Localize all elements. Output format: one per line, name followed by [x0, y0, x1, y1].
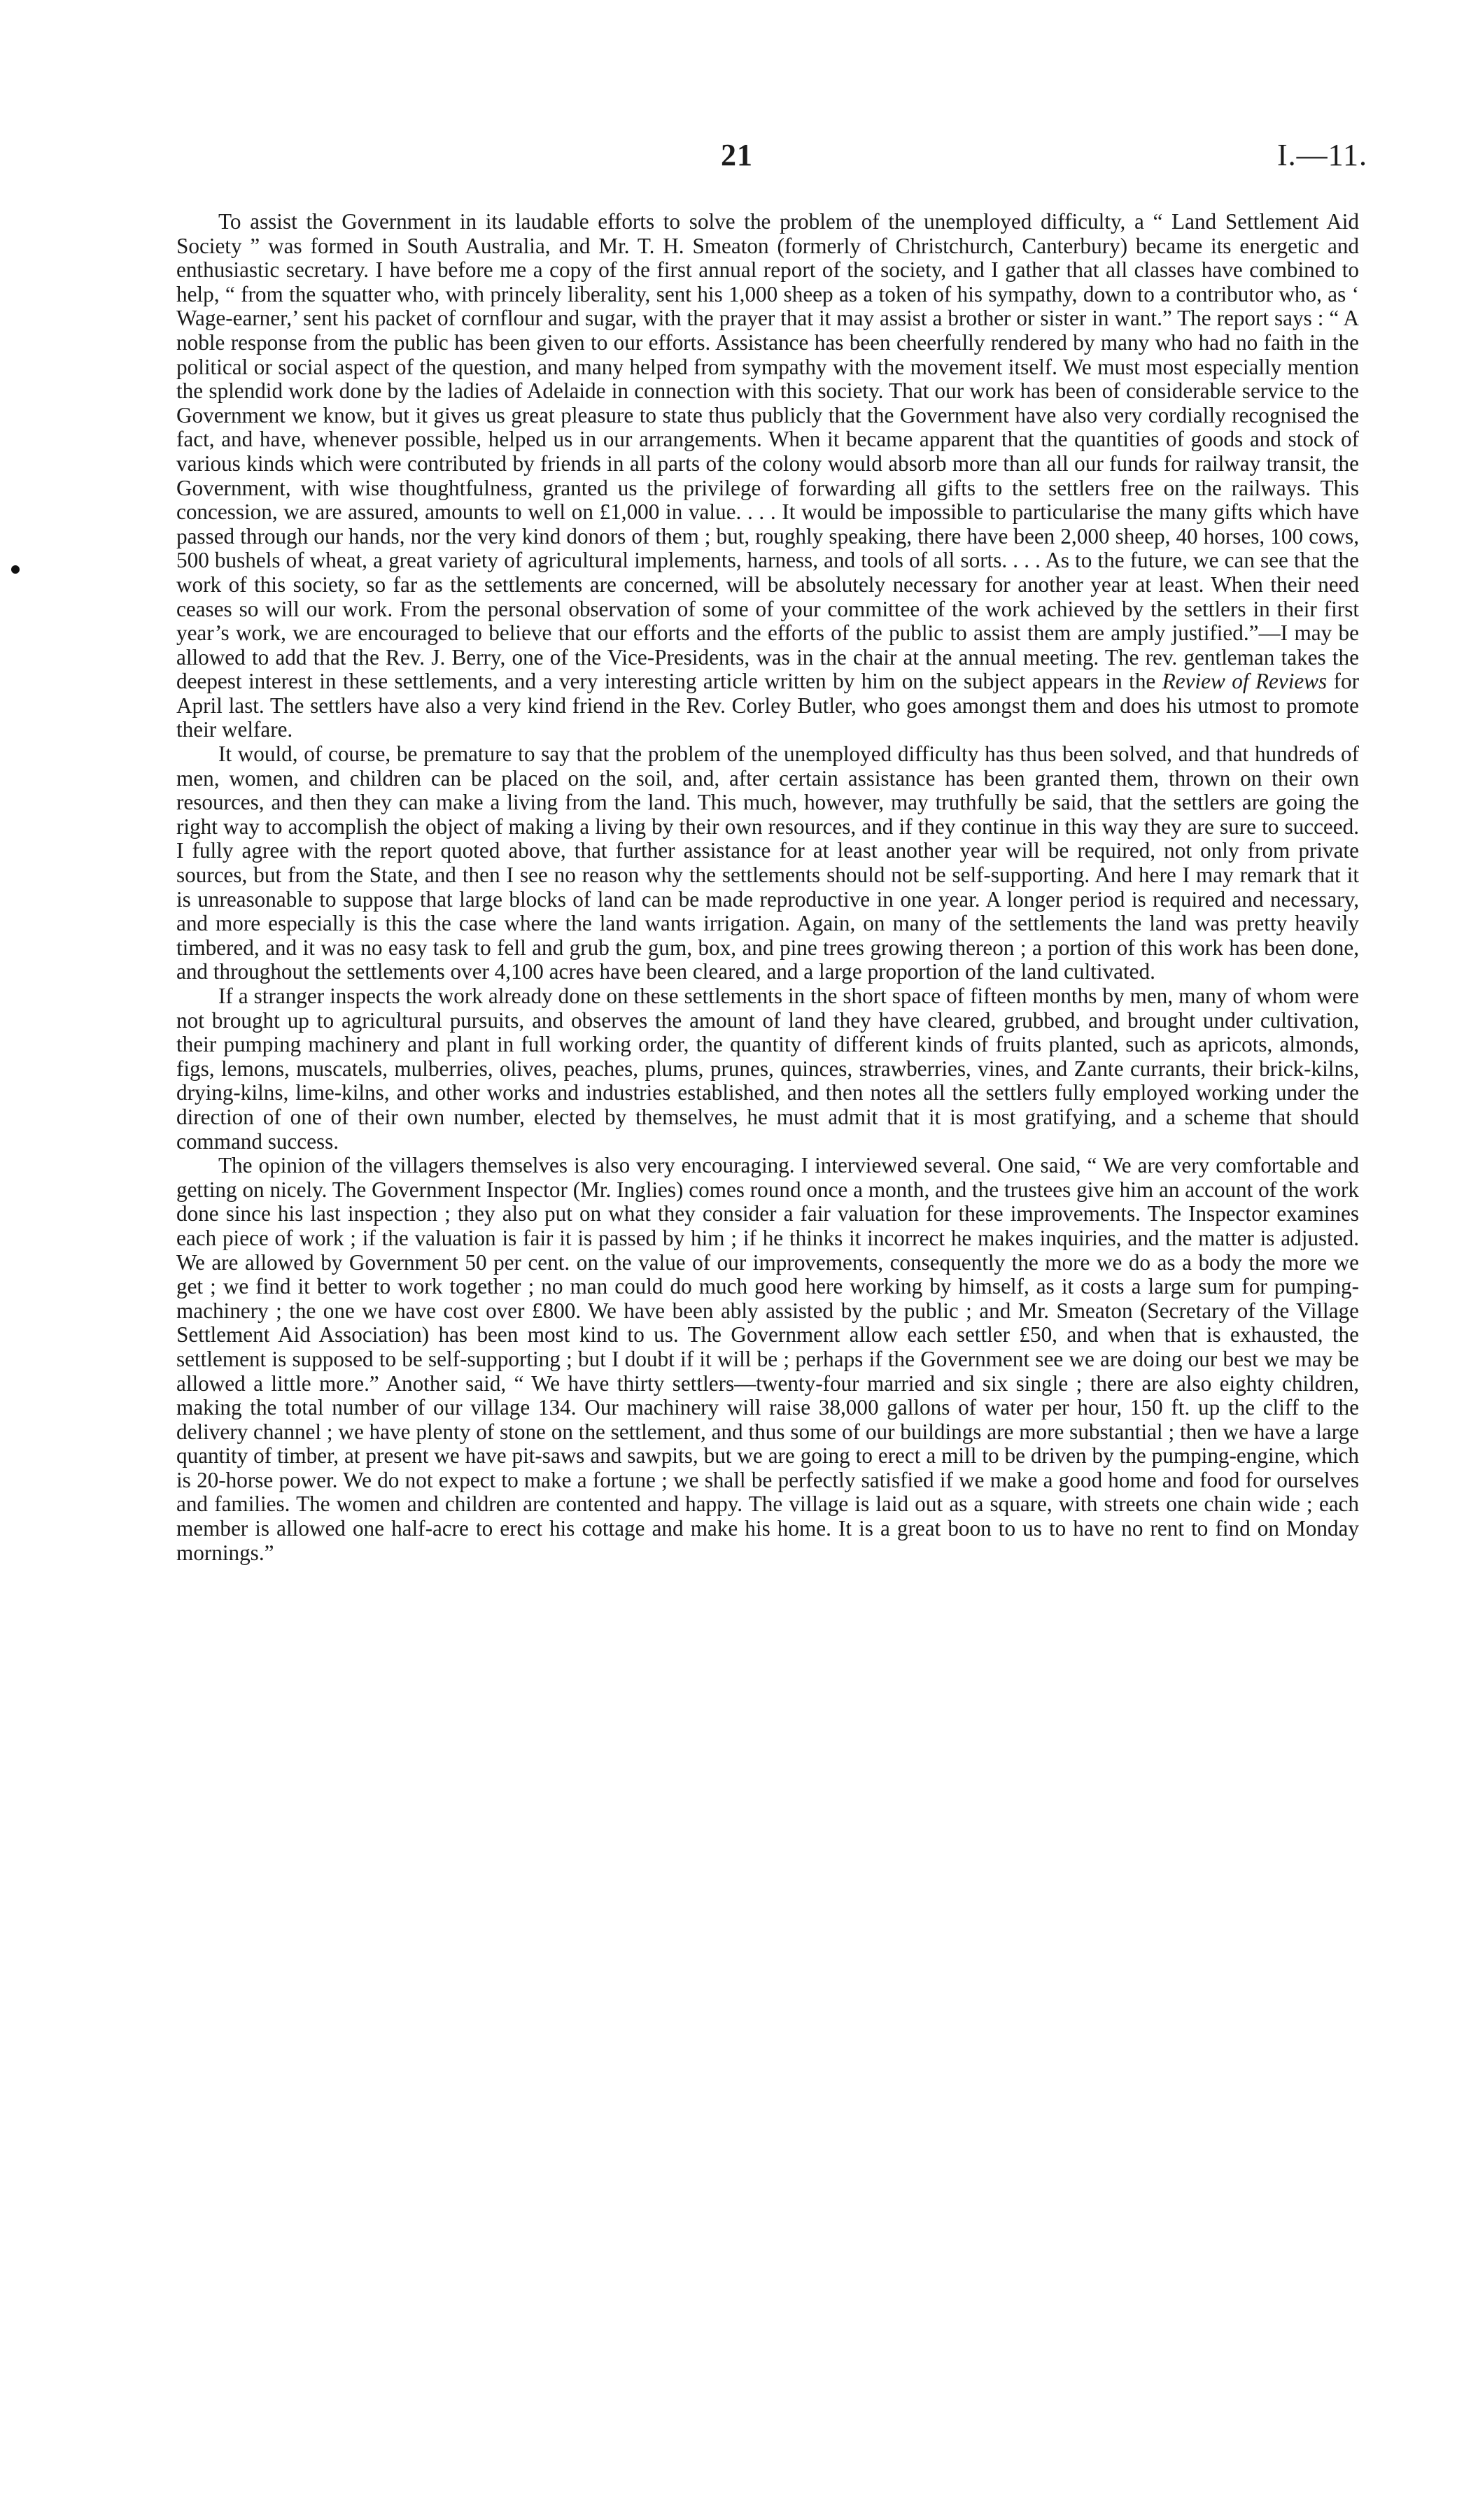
- page-header: [0, 137, 1471, 179]
- page-number: 21: [721, 138, 753, 172]
- paragraph-unemployed-problem: It would, of course, be premature to say that the problem of the unemployed difficulty has thus been solved, and that hundreds of men, women, and children can be placed on the soil, and, after certain assistance has been granted them, thrown on their own resources, and then they can make a living from the land. This much, however, may truthfully be said, that the settlers are going the right way to accomplish the object of making a living by their own resources, and if they continue in this way they are sure to succeed. I fully agree with the report quoted above, that further assistance for at least another year will be required, not only from private sources, but from the State, and then I see no reason why the settlements should not be self-supporting. And here I may remark that it is unreasonable to suppose that large blocks of land can be made reproductive in one year. A longer period is required and necessary, and more especially is this the case where the land wants irrigation. Again, on many of the settlements the land was pretty heavily timbered, and it was no easy task to fell and grub the gum, box, and pine trees growing thereon ; a portion of this work has been done, and throughout the settlements over 4,100 acres have been cleared, and a large proportion of the land cultivated.: [176, 742, 1359, 984]
- paragraph-land-settlement-aid-society: [176, 210, 1359, 742]
- paragraph-villagers-opinion: The opinion of the villagers themselves is also very encouraging. I interviewed several. One said, “ We are very comfortable and getting on nicely. The Government Inspector (Mr. Inglies) comes round once a month, and the trustees give him an account of the work done since his last inspection ; they also put on what they consider a fair valuation for these improvements. The Inspector examines each piece of work ; if the valuation is fair it is passed by him ; if he thinks it incorrect he makes inquiries, and the matter is adjusted. We are allowed by Government 50 per cent. on the value of our improvements, consequently the more we do as a body the more we get ; we find it better to work together ; no man could do much good here working by himself, as it costs a large sum for pumping-machinery ; the one we have cost over £800. We have been ably assisted by the public ; and Mr. Smeaton (Secretary of the Village Settlement Aid Association) has been most kind to us. The Government allow each settler £50, and when that is exhausted, the settlement is supposed to be self-supporting ; but I doubt if it will be ; perhaps if the Government see we are doing our best we may be allowed a little more.” Another said, “ We have thirty settlers—twenty-four married and six single ; there are also eighty children, making the total number of our village 134. Our machinery will raise 38,000 gallons of water per hour, 150 ft. up the cliff to the delivery channel ; we have plenty of stone on the settlement, and thus some of our buildings are more substantial ; then we have a large quantity of timber, at present we have pit-saws and sawpits, but we are going to erect a mill to be driven by the pumping-engine, which is 20-horse power. We do not expect to make a fortune ; we shall be perfectly satisfied if we make a good home and food for ourselves and families. The women and children are contented and happy. The village is laid out as a square, with streets one chain wide ; each member is allowed one half-acre to erect his cottage and make his home. It is a great boon to us to have no rent to find on Monday mornings.”: [176, 1153, 1359, 1565]
- paragraph-text: for April last. The settlers have also a very kind friend in the Rev. Corley Butler, who goes amongst them and does his utmost to promote their welfare.: [176, 669, 1359, 742]
- paragraph-stranger-inspection: If a stranger inspects the work already done on these settlements in the short space of fifteen months by men, many of whom were not brought up to agricultural pursuits, and observes the amount of land they have cleared, grubbed, and brought under cultivation, their pumping machinery and plant in full working order, the quantity of different kinds of fruits planted, such as apricots, almonds, figs, lemons, muscatels, mulberries, olives, peaches, plums, prunes, quinces, strawberries, vines, and Zante currants, their brick-kilns, drying-kilns, lime-kilns, and other works and industries established, and then notes all the settlers fully employed working under the direction of one of their own number, elected by themselves, he must admit that it is most gratifying, and a scheme that should command success.: [176, 984, 1359, 1154]
- document-body: [176, 210, 1359, 1565]
- paper-reference: I.—11.: [1276, 138, 1367, 172]
- margin-dot-mark: [11, 565, 20, 574]
- publication-title: Review of Reviews: [1162, 669, 1328, 694]
- paragraph-text: To assist the Government in its laudable efforts to solve the problem of the unemployed difficulty, a “ Land Settlement Aid Society ” was formed in South Australia, and Mr. T. H. Smeaton (formerly of Christchurch, Canterbury) became its energetic and enthusiastic secretary. I have before me a copy of the first annual report of the society, and I gather that all classes have combined to help, “ from the squatter who, with princely liberality, sent his 1,000 sheep as a token of his sympathy, down to a contributor who, as ‘ Wage-earner,’ sent his packet of cornflour and sugar, with the prayer that it may assist a brother or sister in want.” The report says : “ A noble response from the public has been given to our efforts. Assistance has been cheerfully rendered by many who had no faith in the political or social aspect of the question, and many helped from sympathy with the movement itself. We must most especially mention the splendid work done by the ladies of Adelaide in connection with this society. That our work has been of considerable service to the Government we know, but it gives us great pleasure to state thus publicly that the Government have also very cordially recognised the fact, and have, whenever possible, helped us in our arrangements. When it became apparent that the quantities of goods and stock of various kinds which were contributed by friends in all parts of the colony would absorb more than all our funds for railway transit, the Government, with wise thoughtfulness, granted us the privilege of forwarding all gifts to the settlers free on the railways. This concession, we are assured, amounts to well on £1,000 in value. . . . It would be impossible to particularise the many gifts which have passed through our hands, nor the very kind donors of them ; but, roughly speaking, there have been 2,000 sheep, 40 horses, 100 cows, 500 bushels of wheat, a great variety of agricultural implements, harness, and tools of all sorts. . . . As to the future, we can see that the work of this society, so far as the settlements are concerned, will be absolutely necessary for another year at least. When their need ceases so will our work. From the personal observation of some of your committee of the work achieved by the settlers in their first year’s work, we are encouraged to believe that our efforts and the efforts of the public to assist them are amply justified.”—I may be allowed to add that the Rev. J. Berry, one of the Vice-Presidents, was in the chair at the annual meeting. The rev. gentleman takes the deepest interest in these settlements, and a very interesting article written by him on the subject appears in the: [176, 209, 1359, 694]
